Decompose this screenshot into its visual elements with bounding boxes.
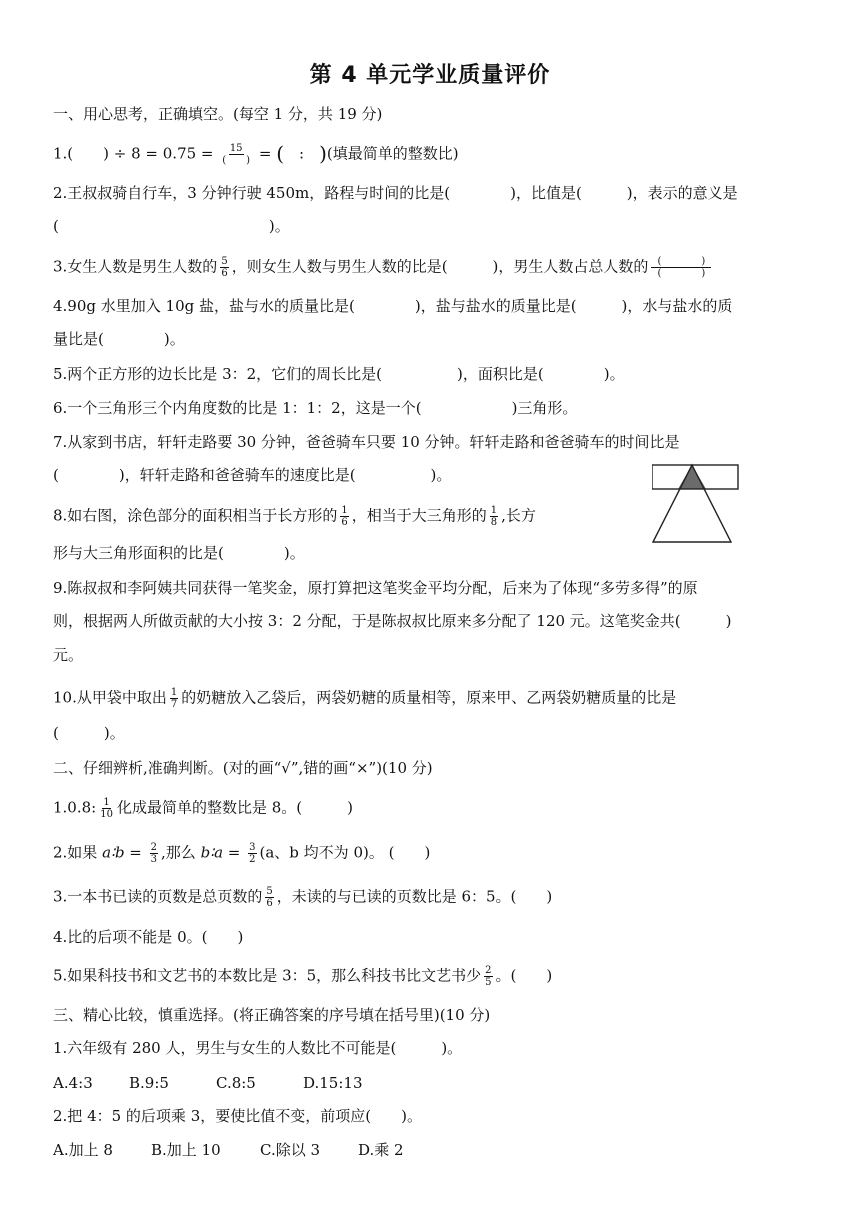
question-1-4-line1: 4.90g 水里加入 10g 盐，盐与水的质量比是( )，盐与盐水的质量比是( )，水与盐水的质 [53, 297, 733, 315]
fraction: $\frac{5}{6}$ [221, 256, 228, 279]
question-2-1: 1.0.8: $\frac{1}{10}$ 化成最简单的整数比是 8。( ) [53, 797, 353, 820]
question-2-3: 3.一本书已读的页数是总页数的 $\frac{5}{6}$ ，未读的与已读的页数比是 6：5。( ) [53, 886, 553, 909]
question-2-5: 5.如果科技书和文艺书的本数比是 3：5，那么科技书比文艺书少 $\frac{2}{5}$ 。( ) [53, 965, 553, 988]
option-b: B.加上 10 [151, 1141, 221, 1159]
section2-heading: 二、仔细辨析,准确判断。(对的画“√”,错的画“×”)(10 分) [53, 759, 433, 777]
question-1-7-line2: ( )，轩轩走路和爸爸骑车的速度比是( )。 [53, 466, 452, 484]
fraction: $\frac{1}{10}$ [100, 797, 113, 820]
option-a: A.4:3 [53, 1074, 93, 1092]
option-c: C.8:5 [216, 1074, 256, 1092]
question-1-8-line2: 形与大三角形面积的比是( )。 [53, 544, 305, 562]
question-1-2-line1: 2.王叔叔骑自行车，3 分钟行驶 450m，路程与时间的比是( )，比值是( )，表示的意义是 [53, 184, 738, 202]
option-b: B.9:5 [129, 1074, 169, 1092]
fraction: $\frac{2}{5}$ [485, 965, 492, 988]
page-title: 第 4 单元学业质量评价 [309, 63, 551, 88]
section3-heading: 三、精心比较，慎重选择。(将正确答案的序号填在括号里)(10 分) [53, 1006, 491, 1024]
fraction: $\frac{5}{6}$ [266, 886, 273, 909]
question-1-10-line1: 10.从甲袋中取出 $\frac{1}{7}$ 的奶糖放入乙袋后，两袋奶糖的质量相等，原来甲、乙两袋奶糖质量的比是 [53, 687, 677, 710]
option-c: C.除以 3 [260, 1141, 321, 1159]
question-1-9-line1: 9.陈叔叔和李阿姨共同获得一笔奖金，原打算把这笔奖金平均分配，后来为了体现“多劳多得”的原 [53, 579, 698, 597]
fraction: $\frac{1}{8}$ [490, 505, 498, 528]
question-1-4-line2: 量比是( )。 [53, 330, 185, 348]
option-d: D.乘 2 [358, 1141, 404, 1159]
question-1-9-line3: 元。 [53, 646, 84, 664]
option-d: D.15:13 [303, 1074, 363, 1092]
fraction: $\frac{2}{3}$ [150, 842, 158, 865]
fraction: $\frac{15}{( )}$ [222, 143, 251, 166]
question-2-2: 2.如果 a∶b = $\frac{2}{3}$ ,那么 b∶a = $\frac{3}{2}$ (a、b 均不为 0)。 ( ) [53, 842, 431, 865]
rectangle-triangle-figure [652, 463, 742, 545]
question-1-1: 1.( ) ÷ 8 = 0.75 = $\frac{15}{( )}$ = ( : )(填最简单的整数比) [53, 141, 459, 166]
question-1-2-line2: ( )。 [53, 217, 290, 235]
fraction: $\frac{1}{6}$ [341, 505, 348, 528]
question-1-9-line2: 则，根据两人所做贡献的大小按 3：2 分配，于是陈叔叔比原来多分配了 120 元。这笔奖金共( ) [53, 612, 732, 630]
question-1-8-line1: 8.如右图，涂色部分的面积相当于长方形的 $\frac{1}{6}$ ，相当于大三角形的 $\frac{1}{8}$ ,长方 [53, 505, 536, 528]
question-1-7-line1: 7.从家到书店，轩轩走路要 30 分钟，爸爸骑车只要 10 分钟。轩轩走路和爸爸骑车的时间比是 [53, 433, 680, 451]
fraction: $\frac{1}{7}$ [170, 687, 178, 710]
question-1-10-line2: ( )。 [53, 724, 125, 742]
question-3-2-stem: 2.把 4：5 的后项乘 3，要使比值不变，前项应( )。 [53, 1107, 422, 1125]
question-1-3: 3.女生人数是男生人数的 $\frac{5}{6}$ ，则女生人数与男生人数的比是( )，男生人数占总人数的 $\frac{( )}{( )}$ [53, 256, 714, 279]
question-3-1-stem: 1.六年级有 280 人，男生与女生的人数比不可能是( )。 [53, 1039, 463, 1057]
question-1-6: 6.一个三角形三个内角度数的比是 1：1：2，这是一个( )三角形。 [53, 399, 578, 417]
option-a: A.加上 8 [53, 1141, 113, 1159]
question-2-4: 4.比的后项不能是 0。( ) [53, 928, 244, 946]
fraction: $\frac{3}{2}$ [249, 842, 256, 865]
answer-fraction: $\frac{( )}{( )}$ [651, 256, 711, 279]
section1-heading: 一、用心思考，正确填空。(每空 1 分，共 19 分) [53, 105, 383, 123]
question-1-5: 5.两个正方形的边长比是 3：2，它们的周长比是( )，面积比是( )。 [53, 365, 625, 383]
